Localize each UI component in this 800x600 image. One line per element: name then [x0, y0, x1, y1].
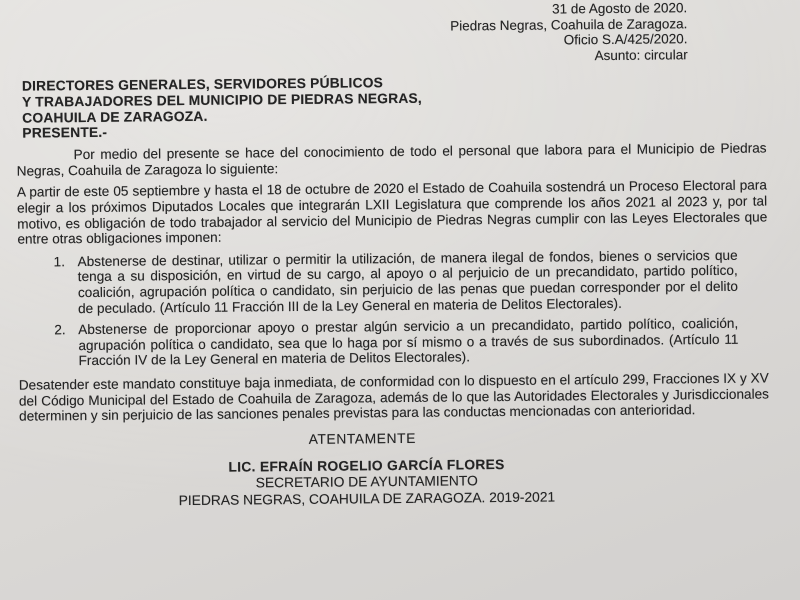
- recipient-line: Y TRABAJADORES DEL MUNICIPIO DE PIEDRAS NEGRAS,: [22, 90, 422, 110]
- list-item-text: Abstenerse de destinar, utilizar o permitir la utilización, de manera ilegal de fondos, bienes o servicios que tenga a su disposición, en virtud de su cargo, al apoyo o al perjuicio de un precandidato, partido político, coalición, agrupación política o candidato, sin perjuicio de las penas que puedan corresponder por el delito de peculado. (Artículo 11 Fracción III de la Ley General en materia de Delitos Electorales).: [77, 247, 738, 316]
- signer-municipality: PIEDRAS NEGRAS, COAHUILA DE ZARAGOZA. 2019-2021: [178, 489, 556, 508]
- signer-title: SECRETARIO DE AYUNTAMIENTO: [255, 473, 478, 491]
- recipient-block: [22, 71, 767, 141]
- list-item-number: 2.: [54, 322, 66, 338]
- list-item: [54, 247, 769, 316]
- recipient-line: DIRECTORES GENERALES, SERVIDORES PÚBLICOS: [21, 75, 384, 94]
- closing-paragraph: Desatender este mandato constituye baja inmediata, de conformidad con lo dispuesto en el artículo 299, Fracciones IX y XV del Código Municipal del Estado de Coahuila de Zaragoza, además de lo que las Autoridades Electorales y Jurisdiccionales determinen y sin perjuicio de las sanciones penales previstas para las conductas mencionadas con anterioridad.: [18, 370, 769, 424]
- signer-name: LIC. EFRAÍN ROGELIO GARCÍA FLORES: [228, 456, 505, 475]
- list-item-number: 1.: [53, 253, 66, 270]
- recipient-line: PRESENTE.-: [22, 125, 108, 142]
- salutation: ATENTAMENTE: [308, 430, 417, 447]
- recipient-line: COAHUILA DE ZARAGOZA.: [22, 108, 208, 126]
- date-line: 31 de Agosto de 2020.: [552, 0, 688, 17]
- signature-block: [0, 454, 742, 511]
- list-item-text: Abstenerse de proporcionar apoyo o prestar algún servicio a un precandidato, partido político, coalición, agrupación política o candidato, sea que lo haga por sí mismo o a través de sus subordinados. (Artículo 11 Fracción IV de la Ley General en materia de Delitos Electorales).: [78, 315, 739, 369]
- intro-paragraph: Por medio del presente se hace del conocimiento de todo el personal que labora para el Municipio de Piedras Negras, Coahuila de Zaragoza lo siguiente:: [16, 140, 767, 179]
- oficio-number-line: Oficio S.A/425/2020.: [563, 31, 688, 48]
- body-paragraph: A partir de este 05 septiembre y hasta el 18 de octubre de 2020 el Estado de Coahuila sostendrá un Proceso Electoral para elegir a los próximos Diputados Locales que integrarán LXII Legislatura que comprende los años 2021 al 2023 y, por tal motivo, es obligación de todo trabajador al servicio del Municipio de Piedras Negras cumplir con las Leyes Electorales que entre otras obligaciones imponen:: [16, 177, 768, 247]
- subject-line: Asunto: circular: [594, 46, 688, 63]
- obligations-list: [18, 247, 769, 369]
- place-line: Piedras Negras, Coahuila de Zaragoza.: [450, 15, 688, 34]
- letter-header: [15, 0, 688, 68]
- list-item: [54, 316, 768, 370]
